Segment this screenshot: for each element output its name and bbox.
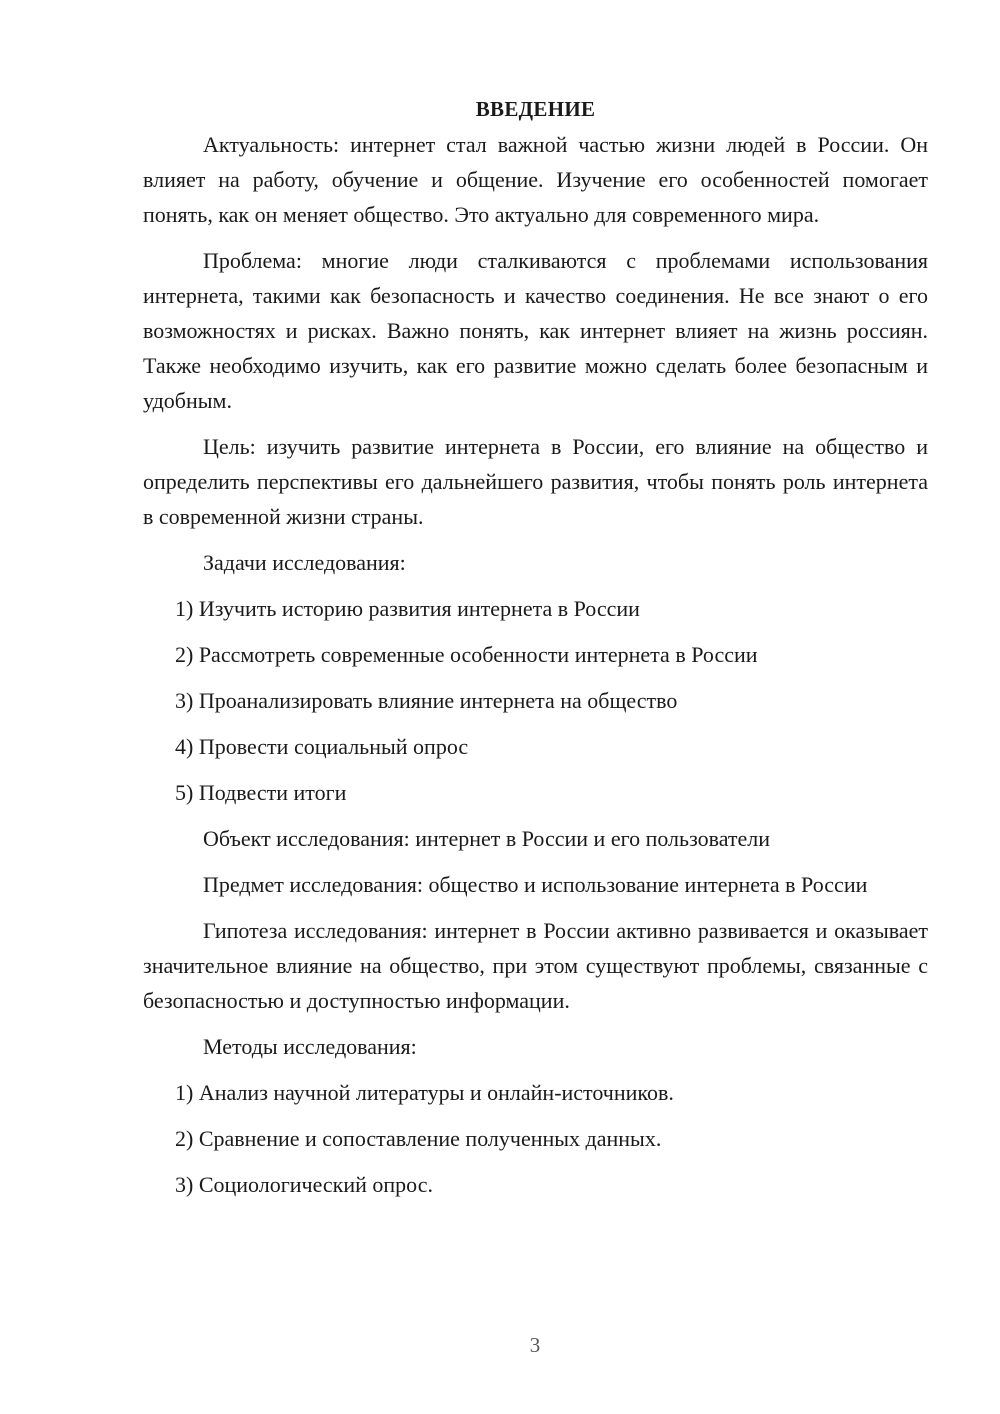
relevance-paragraph: Актуальность: интернет стал важной частью жизни людей в России. Он влияет на работу, обучение и общение. Изучение его особенностей помогает понять, как он меняет общество. Это актуально для современного мира. xyxy=(143,132,928,227)
subject-paragraph: Предмет исследования: общество и использование интернета в России xyxy=(203,872,868,897)
hypothesis-paragraph: Гипотеза исследования: интернет в России активно развивается и оказывает значительное влияние на общество, при этом существуют проблемы, связанные с безопасностью и доступностью информации. xyxy=(143,918,928,1013)
object-paragraph: Объект исследования: интернет в России и его пользователи xyxy=(203,826,771,851)
tasks-list xyxy=(143,591,928,810)
page-number: 3 xyxy=(529,1333,541,1357)
method-item: 3) Социологический опрос. xyxy=(175,1172,433,1197)
tasks-heading: Задачи исследования: xyxy=(203,550,406,575)
task-item: 5) Подвести итоги xyxy=(175,780,347,805)
problem-paragraph: Проблема: многие люди сталкиваются с проблемами использования интернета, такими как безопасность и качество соединения. Не все знают о его возможностях и рисках. Важно понять, как интернет влияет на жизнь россиян. Также необходимо изучить, как его развитие можно сделать более безопасным и удобным. xyxy=(143,248,928,413)
methods-heading: Методы исследования: xyxy=(203,1034,417,1059)
task-item: 3) Проанализировать влияние интернета на общество xyxy=(175,688,678,713)
task-item: 4) Провести социальный опрос xyxy=(175,734,469,759)
method-item: 2) Сравнение и сопоставление полученных данных. xyxy=(175,1126,662,1151)
section-title: ВВЕДЕНИЕ xyxy=(475,97,596,121)
page-content xyxy=(143,92,928,1213)
task-item: 2) Рассмотреть современные особенности интернета в России xyxy=(175,642,758,667)
method-item: 1) Анализ научной литературы и онлайн-источников. xyxy=(175,1080,674,1105)
goal-paragraph: Цель: изучить развитие интернета в России, его влияние на общество и определить перспективы его дальнейшего развития, чтобы понять роль интернета в современной жизни страны. xyxy=(143,434,928,529)
task-item: 1) Изучить историю развития интернета в России xyxy=(175,596,640,621)
methods-list xyxy=(143,1075,928,1202)
